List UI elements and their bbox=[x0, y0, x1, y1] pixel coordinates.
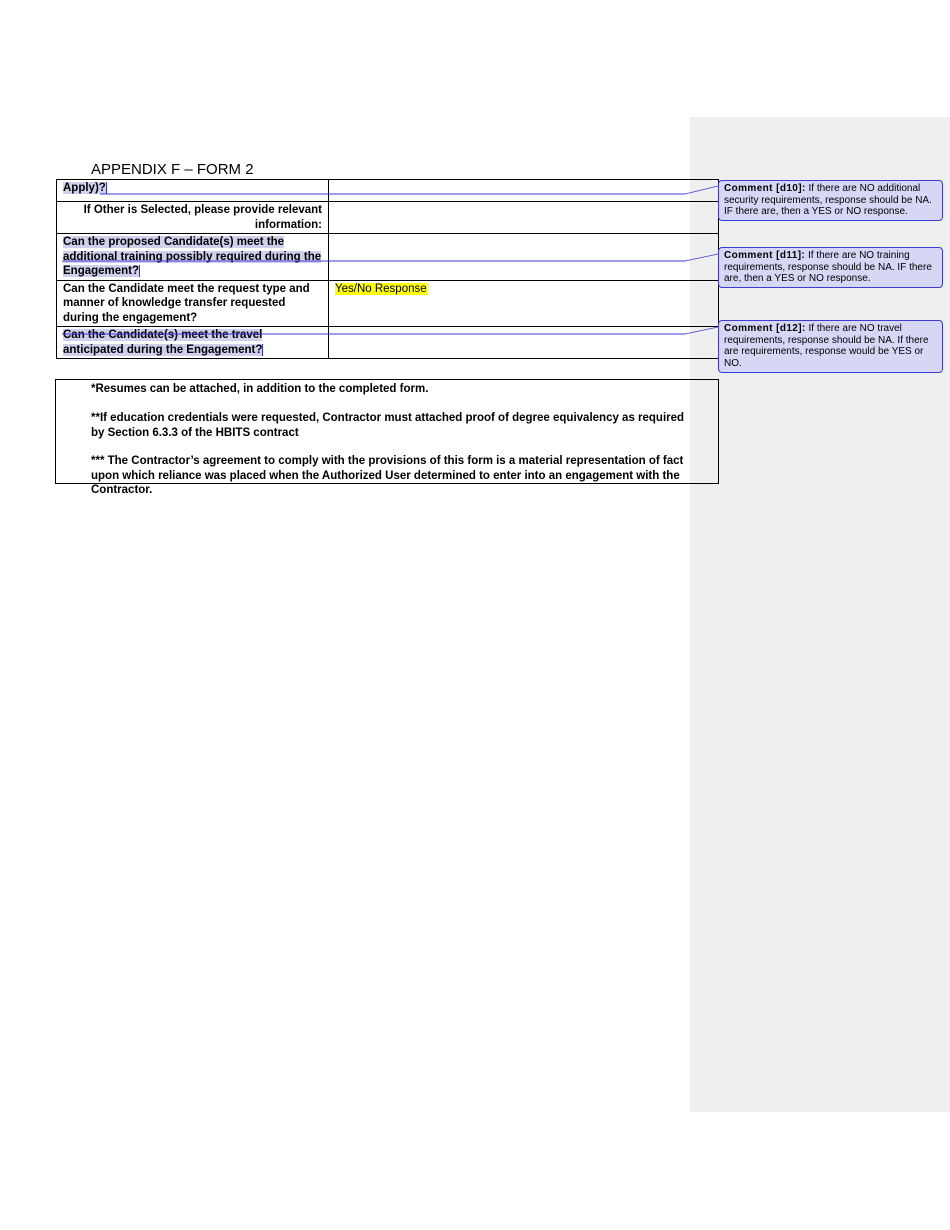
comment-label: Comment [d11]: bbox=[724, 250, 806, 261]
comment-text: If there are NO travel requirements, response should be NA. If there are requirements, response would be YES or NO. bbox=[724, 323, 929, 369]
comment-d11[interactable] bbox=[718, 247, 943, 288]
question-text: Can the proposed Candidate(s) meet the additional training possibly required during the Engagement? bbox=[63, 236, 322, 277]
note-agreement: *** The Contractor’s agreement to comply with the provisions of this form is a material representation of fact upon which reliance was placed when the Authorized User determined to enter into an engagement with the Contractor. bbox=[91, 455, 684, 496]
comment-label: Comment [d10]: bbox=[724, 183, 806, 194]
comment-text: If there are NO additional security requirements, response should be NA. IF there are, then a YES or NO response. bbox=[724, 183, 932, 217]
comment-d10[interactable] bbox=[718, 180, 943, 221]
yes-no-response-field[interactable]: Yes/No Response bbox=[335, 282, 427, 295]
note-resumes: *Resumes can be attached, in addition to the completed form. bbox=[91, 383, 429, 395]
comment-d12[interactable] bbox=[718, 320, 943, 373]
question-text: Apply)? bbox=[63, 182, 106, 194]
question-text: Can the Candidate(s) meet the travel anticipated during the Engagement? bbox=[63, 329, 263, 356]
page-title: APPENDIX F – FORM 2 bbox=[91, 161, 254, 178]
note-education: **If education credentials were requested, Contractor must attached proof of degree equivalency as required by Section 6.3.3 of the HBITS contract bbox=[91, 412, 685, 439]
question-text: Can the Candidate meet the request type and manner of knowledge transfer requested during the engagement? bbox=[63, 282, 310, 324]
comment-text: If there are NO training requirements, response should be NA. IF there are, then a YES or NO response. bbox=[724, 250, 932, 284]
question-text: If Other is Selected, please provide relevant information: bbox=[83, 204, 322, 231]
comment-label: Comment [d12]: bbox=[724, 323, 806, 334]
